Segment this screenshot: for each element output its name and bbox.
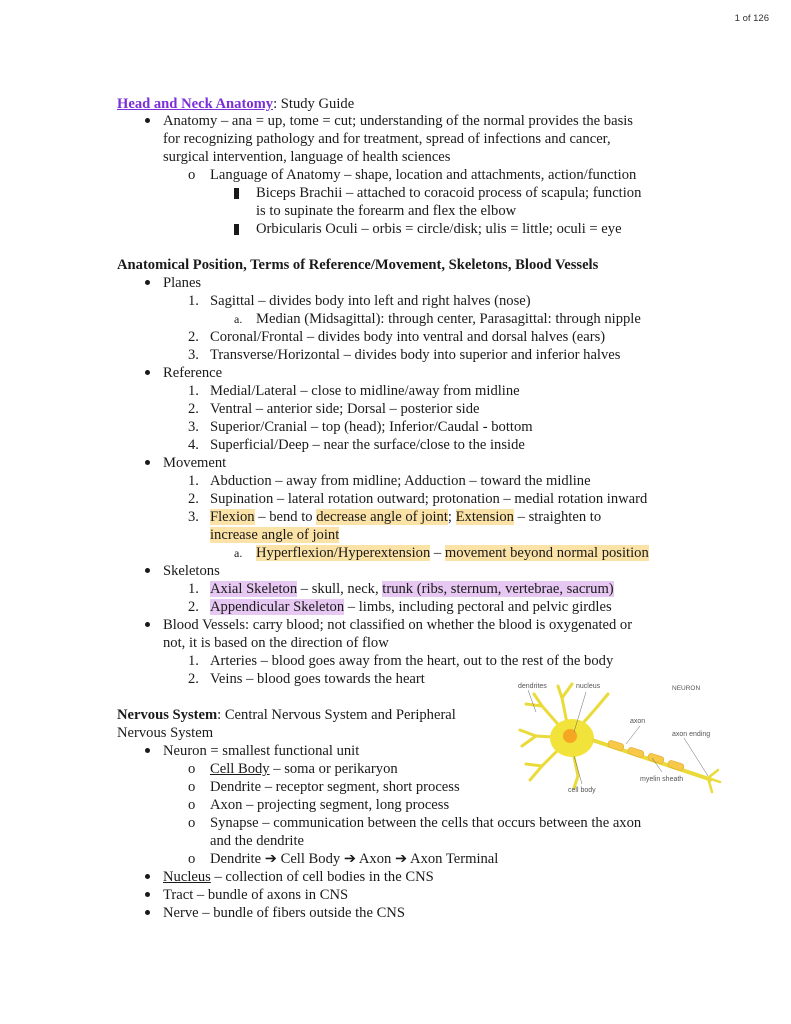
list-letter: a. — [234, 312, 243, 326]
label-nucleus: nucleus — [576, 683, 601, 690]
nervous-heading — [117, 706, 456, 724]
anatomy-line3: surgical intervention, language of health sciences — [163, 149, 451, 165]
axon: Axon – projecting segment, long process — [210, 797, 450, 813]
sub-marker: o — [188, 779, 196, 795]
sub-marker: o — [188, 851, 196, 867]
bullet — [145, 568, 150, 573]
highlight: Appendicular Skeleton — [210, 599, 345, 615]
reference-ventral: Ventral – anterior side; Dorsal – posterior side — [210, 401, 480, 417]
heading-bold: Nervous System — [117, 707, 218, 723]
bullet — [145, 910, 150, 915]
bullet — [145, 892, 150, 897]
highlight: increase angle of joint — [210, 527, 340, 543]
bullet — [145, 874, 150, 879]
reference-superficial: Superficial/Deep – near the surface/close to the inside — [210, 437, 525, 453]
list-number: 2. — [188, 671, 199, 687]
highlight: decrease angle of joint — [316, 509, 448, 525]
skeletons-appendicular — [210, 598, 612, 616]
synapse-line1: Synapse – communication between the cells that occurs between the axon — [210, 815, 642, 831]
axon-endings — [708, 770, 720, 792]
label-axon: axon — [630, 718, 646, 725]
bullet — [145, 370, 150, 375]
list-number: 1. — [188, 653, 199, 669]
list-number: 3. — [188, 347, 199, 363]
text-run: – bend to — [254, 509, 317, 525]
sub-marker: o — [188, 797, 196, 813]
movement-abduction: Abduction – away from midline; Adduction – toward the midline — [210, 473, 591, 489]
underlined-term: Nucleus — [163, 869, 211, 885]
list-number: 1. — [188, 581, 199, 597]
document-title — [117, 95, 354, 113]
list-number: 1. — [188, 383, 199, 399]
dendrite: Dendrite – receptor segment, short process — [210, 779, 460, 795]
list-letter: a. — [234, 546, 243, 560]
page-number: 1 of 126 — [734, 13, 769, 24]
highlight: Flexion — [210, 509, 255, 525]
planes-transverse: Transverse/Horizontal – divides body into superior and inferior halves — [210, 347, 621, 363]
list-number: 2. — [188, 329, 199, 345]
skeletons-axial — [210, 580, 614, 598]
section-heading: Anatomical Position, Terms of Reference/Movement, Skeletons, Blood Vessels — [117, 257, 599, 273]
list-number: 4. — [188, 437, 199, 453]
nucleus-definition — [163, 868, 434, 886]
sub-marker: o — [188, 761, 196, 777]
movement-flexion — [210, 508, 601, 526]
movement-label: Movement — [163, 455, 227, 471]
text-run: – straighten to — [513, 509, 602, 525]
list-number: 2. — [188, 599, 199, 615]
label-cell-body: cell body — [568, 787, 596, 794]
planes-sagittal: Sagittal – divides body into left and right halves (nose) — [210, 293, 531, 309]
planes-coronal: Coronal/Frontal – divides body into ventral and dorsal halves (ears) — [210, 329, 606, 345]
bullet — [145, 460, 150, 465]
label-axon-ending: axon ending — [672, 731, 711, 738]
sub-marker: o — [188, 167, 196, 183]
blood-line1: Blood Vessels: carry blood; not classified on whether the blood is oxygenated or — [163, 617, 633, 633]
tract-definition: Tract – bundle of axons in CNS — [163, 887, 349, 903]
text-run: – collection of cell bodies in the CNS — [210, 869, 434, 885]
planes-median: Median (Midsagittal): through center, Parasagittal: through nipple — [256, 311, 641, 327]
signal-flow: Dendrite ➔ Cell Body ➔ Axon ➔ Axon Terminal — [210, 851, 499, 867]
bullet — [145, 748, 150, 753]
reference-label: Reference — [163, 365, 223, 381]
highlight: Hyperflexion/Hyperextension — [256, 545, 431, 561]
highlight: Axial Skeleton — [210, 581, 298, 597]
planes-label: Planes — [163, 275, 202, 291]
anatomy-line1: Anatomy – ana = up, tome = cut; understanding of the normal provides the basis — [163, 113, 633, 129]
nerve-definition: Nerve – bundle of fibers outside the CNS — [163, 905, 405, 921]
blood-arteries: Arteries – blood goes away from the heart, out to the rest of the body — [210, 653, 614, 669]
orbicularis: Orbicularis Oculi – orbis = circle/disk; ulis = little; oculi = eye — [256, 221, 622, 237]
bullet — [145, 622, 150, 627]
heading-rest: : Central Nervous System and Peripheral — [217, 707, 456, 723]
list-number: 1. — [188, 293, 199, 309]
nervous-heading-line2: Nervous System — [117, 725, 214, 741]
square-bullet — [234, 188, 239, 199]
label-dendrites: dendrites — [518, 683, 547, 690]
neuron-definition: Neuron = smallest functional unit — [163, 743, 360, 759]
reference-superior: Superior/Cranial – top (head); Inferior/Caudal - bottom — [210, 419, 533, 435]
list-number: 3. — [188, 419, 199, 435]
list-number: 2. — [188, 491, 199, 507]
movement-supination: Supination – lateral rotation outward; protonation – medial rotation inward — [210, 491, 648, 507]
bullet — [145, 280, 150, 285]
sub-marker: o — [188, 815, 196, 831]
myelin-segments — [607, 740, 684, 772]
nucleus-shape — [563, 729, 577, 743]
anatomy-line2: for recognizing pathology and for treatment, spread of infections and cancer, — [163, 131, 611, 147]
label-neuron: NEURON — [672, 685, 701, 692]
skeletons-label: Skeletons — [163, 563, 220, 579]
highlight: Extension — [455, 509, 514, 525]
label-myelin: myelin sheath — [640, 776, 684, 783]
movement-hyperflexion — [256, 544, 649, 562]
reference-medial: Medial/Lateral – close to midline/away from midline — [210, 383, 520, 399]
blood-veins: Veins – blood goes towards the heart — [210, 671, 425, 687]
highlight: trunk (ribs, sternum, vertebrae, sacrum) — [382, 581, 614, 597]
blood-line2: not, it is based on the direction of flow — [163, 635, 389, 651]
biceps-line1: Biceps Brachii – attached to coracoid process of scapula; function — [256, 185, 642, 201]
square-bullet — [234, 224, 239, 235]
synapse-line2: and the dendrite — [210, 833, 305, 849]
bullet — [145, 118, 150, 123]
language-of-anatomy: Language of Anatomy – shape, location and attachments, action/function — [210, 167, 637, 183]
movement-flexion-cont — [210, 526, 339, 544]
highlight: movement beyond normal position — [444, 545, 649, 561]
title-suffix: : Study Guide — [273, 96, 355, 112]
text-run: ; — [447, 509, 456, 525]
underlined-term: Cell Body — [210, 761, 270, 777]
text-run: – — [430, 545, 445, 561]
text-run: – skull, neck, — [297, 581, 383, 597]
list-number: 2. — [188, 401, 199, 417]
text-run: – limbs, including pectoral and pelvic girdles — [344, 599, 612, 615]
list-number: 1. — [188, 473, 199, 489]
title-link[interactable]: Head and Neck Anatomy — [117, 96, 274, 112]
neuron-diagram — [512, 676, 722, 796]
text-run: – soma or perikaryon — [269, 761, 398, 777]
cell-body — [210, 760, 398, 778]
biceps-line2: is to supinate the forearm and flex the elbow — [256, 203, 517, 219]
list-number: 3. — [188, 509, 199, 525]
